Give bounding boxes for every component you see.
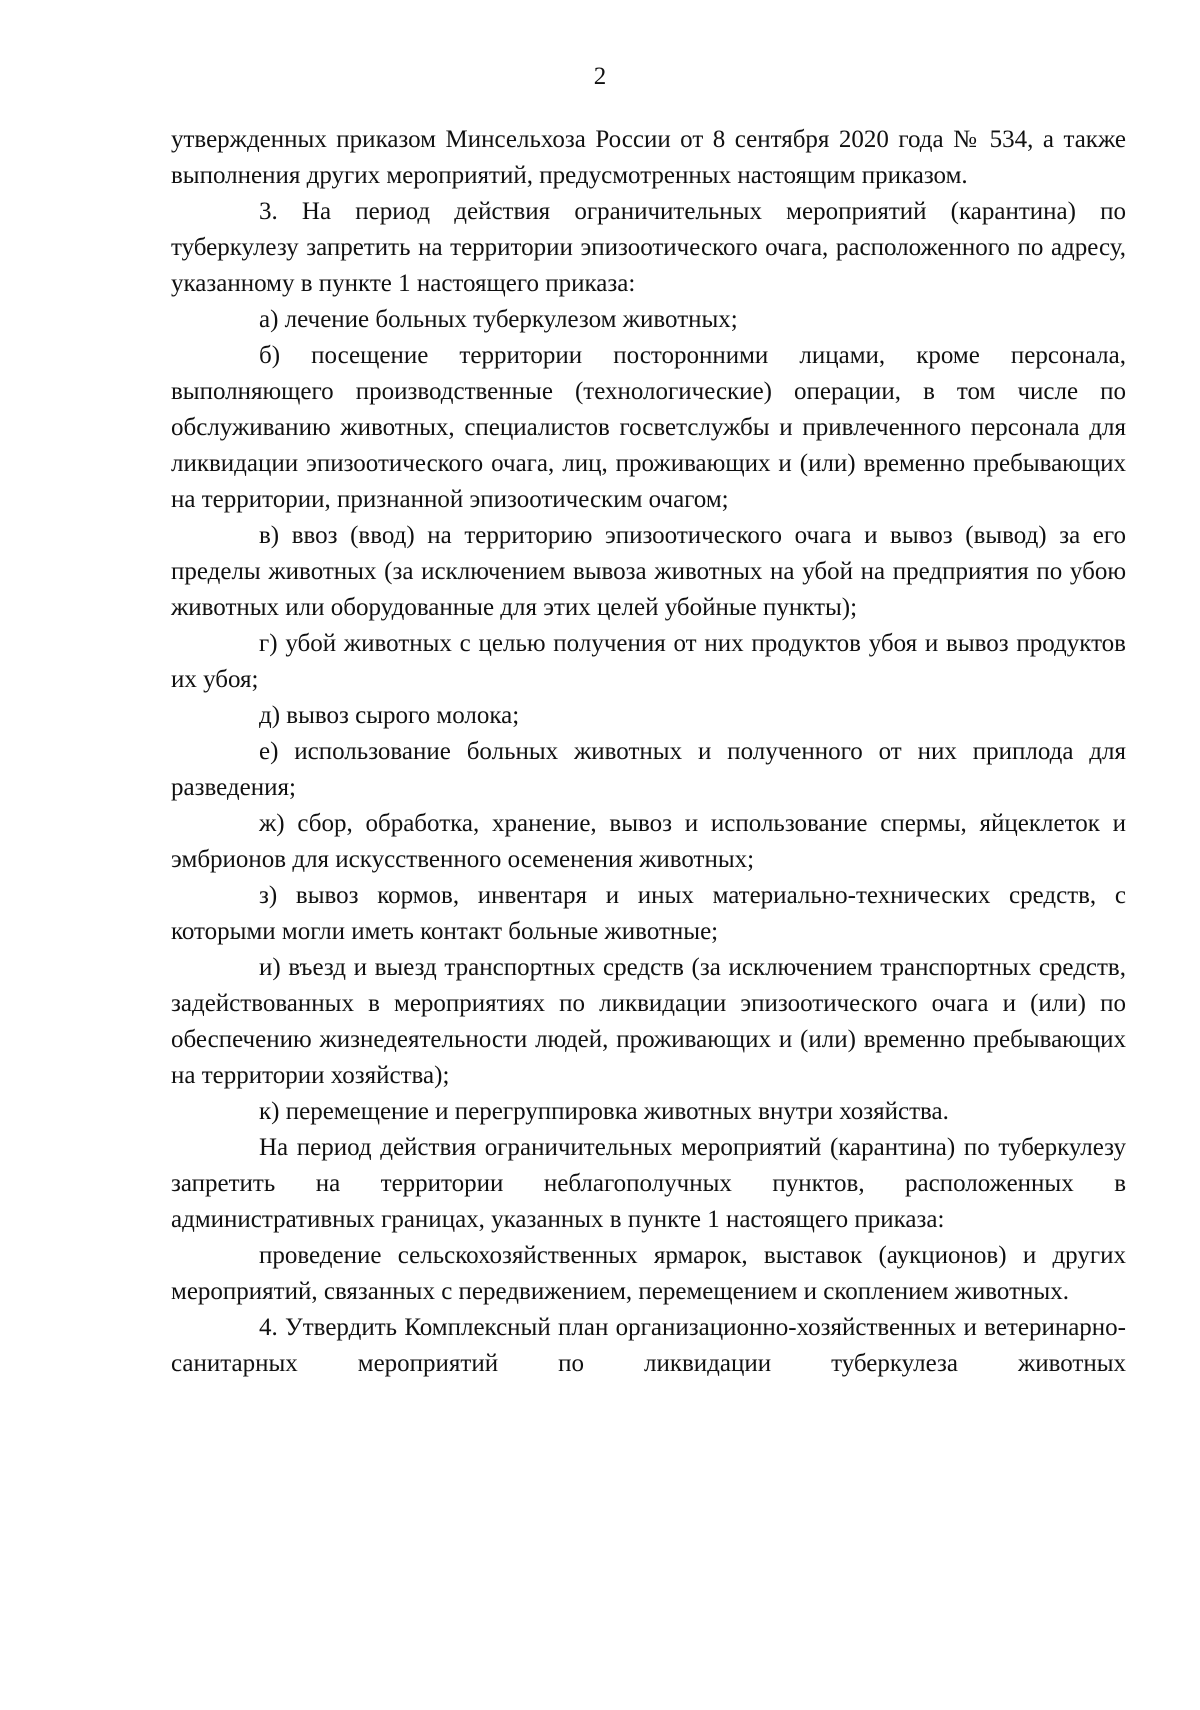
paragraph-subitem-g: г) убой животных с целью получения от них продуктов убоя и вывоз продуктов их убоя; — [171, 630, 1126, 693]
paragraph-subitem-e: е) использование больных животных и полученного от них приплода для разведения; — [171, 738, 1126, 801]
paragraph-item-4: 4. Утвердить Комплексный план организационно-хозяйственных и ветеринарно-санитарных мероприятий по ликвидации туберкулеза животных — [171, 1314, 1126, 1377]
paragraph-subitem-k: к) перемещение и перегруппировка животных внутри хозяйства. — [259, 1098, 949, 1125]
paragraph-subitem-i: и) въезд и выезд транспортных средств (за исключением транспортных средств, задействованных в мероприятиях по ликвидации эпизоотического очага и (или) по обеспечению жизнедеятельности людей, проживающих и (или) временно пребывающих на территории хозяйства); — [171, 954, 1126, 1089]
paragraph-subitem-zh: ж) сбор, обработка, хранение, вывоз и использование спермы, яйцеклеток и эмбрионов для искусственного осеменения животных; — [171, 810, 1126, 873]
paragraph-restriction-settlements: На период действия ограничительных мероприятий (карантина) по туберкулезу запретить на территории неблагополучных пунктов, расположенных в административных границах, указанных в пункте 1 настоящего приказа: — [171, 1134, 1126, 1233]
page-number: 2 — [593, 63, 607, 90]
document-body — [171, 122, 1126, 1382]
paragraph-intro-continuation: утвержденных приказом Минсельхоза России от 8 сентября 2020 года № 534, а также выполнения других мероприятий, предусмотренных настоящим приказом. — [171, 126, 1126, 189]
paragraph-subitem-v: в) ввоз (ввод) на территорию эпизоотического очага и вывоз (вывод) за его пределы животных (за исключением вывоза животных на убой на предприятия по убою животных или оборудованные для этих целей убойные пункты); — [171, 522, 1126, 621]
paragraph-item-3: 3. На период действия ограничительных мероприятий (карантина) по туберкулезу запретить на территории эпизоотического очага, расположенного по адресу, указанному в пункте 1 настоящего приказа: — [171, 198, 1126, 297]
paragraph-subitem-z: з) вывоз кормов, инвентаря и иных материально-технических средств, с которыми могли иметь контакт больные животные; — [171, 882, 1126, 945]
paragraph-restriction-fairs: проведение сельскохозяйственных ярмарок, выставок (аукционов) и других мероприятий, связанных с передвижением, перемещением и скоплением животных. — [171, 1242, 1126, 1305]
paragraph-subitem-b: б) посещение территории посторонними лицами, кроме персонала, выполняющего производственные (технологические) операции, в том числе по обслуживанию животных, специалистов госветслужбы и привлеченного персонала для ликвидации эпизоотического очага, лиц, проживающих и (или) временно пребывающих на территории, признанной эпизоотическим очагом; — [171, 342, 1126, 513]
paragraph-subitem-a: а) лечение больных туберкулезом животных; — [259, 306, 738, 333]
paragraph-subitem-d: д) вывоз сырого молока; — [259, 702, 520, 729]
